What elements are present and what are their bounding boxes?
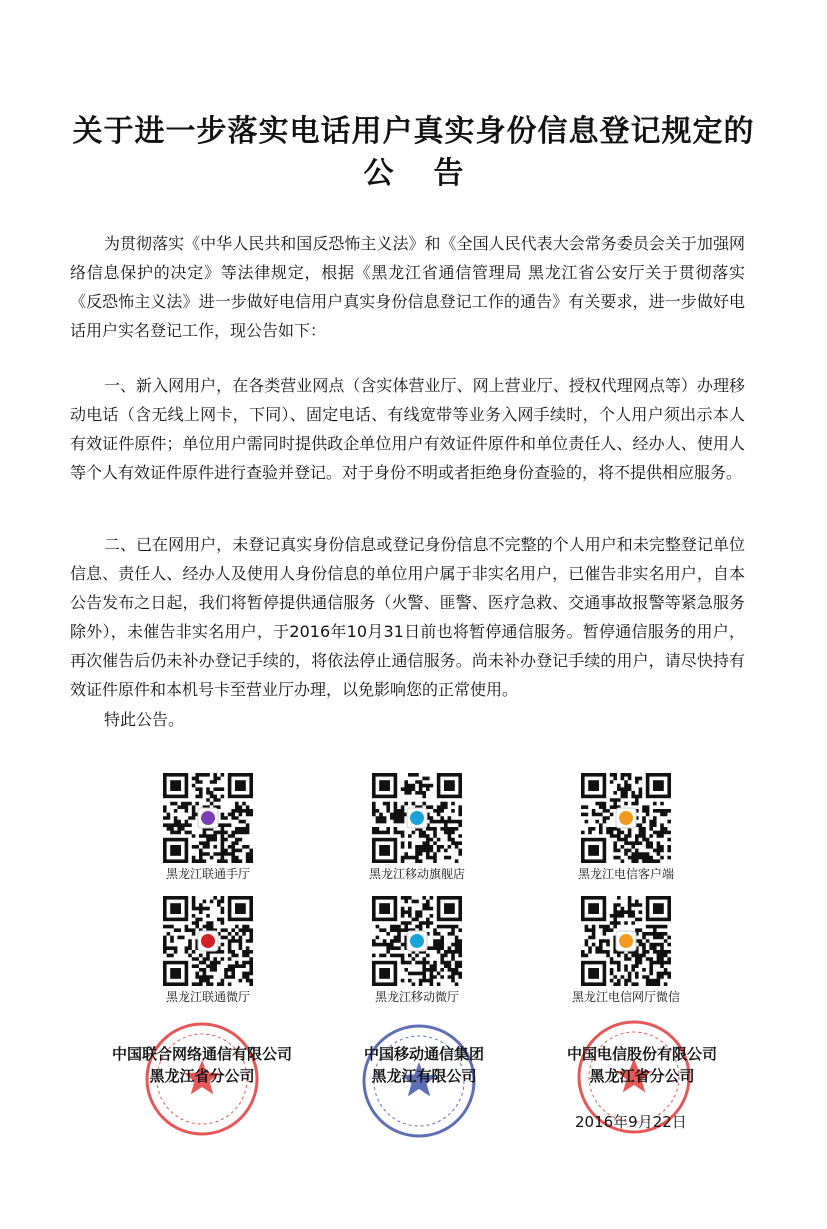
qr-caption: 黑龙江移动微厅 — [374, 990, 459, 1004]
signer-china-mobile — [314, 1043, 534, 1087]
qr-code-icon — [581, 896, 671, 986]
qr-code-icon — [581, 773, 671, 863]
closing-paragraph: 特此公告。 — [104, 710, 185, 729]
qr-caption: 黑龙江联通手厅 — [165, 867, 250, 881]
clause-one-paragraph: 一、新入网用户，在各类营业网点（含实体营业厅、网上营业厅、授权代理网点等）办理移动电话（含无线上网卡，下同）、固定电话、有线宽带等业务入网手续时，个人用户须出示本人有效证件原件；单位用户需同时提供政企单位用户有效证件原件和单位责任人、经办人、使用人等个人有效证件原件进行查验并登记。对于身份不明或者拒绝身份查验的，将不提供相应服务。 — [70, 376, 745, 482]
qr-code-icon — [163, 896, 253, 986]
signer-unicom — [92, 1043, 312, 1087]
intro-paragraph: 为贯彻落实《中华人民共和国反恐怖主义法》和《全国人民代表大会常务委员会关于加强网络信息保护的决定》等法律规定，根据《黑龙江省通信管理局 黑龙江省公安厅关于贯彻落实《反恐怖主义法》进一步做好电信用户真实身份信息登记工作的通告》有关要求，进一步做好电话用户实名登记工作，现公告如下： — [70, 234, 745, 340]
signer-branch: 黑龙江省分公司 — [149, 1067, 255, 1085]
qr-card — [347, 773, 487, 882]
qr-code-icon — [372, 896, 462, 986]
signer-name: 中国联合网络通信有限公司 — [111, 1045, 292, 1063]
unicom-logo-icon — [201, 934, 215, 948]
telecom-app-icon — [619, 934, 633, 948]
notice-date: 2016年9月22日 — [575, 1113, 687, 1131]
qr-caption: 黑龙江电信客户端 — [577, 867, 674, 881]
clause-two-paragraph: 二、已在网用户，未登记真实身份信息或登记身份信息不完整的个人用户和未完整登记单位信息、责任人、经办人及使用人身份信息的单位用户属于非实名用户，已催告非实名用户，自本公告发布之日起，我们将暂停提供通信服务（火警、匪警、医疗急救、交通事故报警等紧急服务除外），未催告非实名用户，于2016年10月31日前也将暂停通信服务。暂停通信服务的用户，再次催告后仍未补办登记手续的，将依法停止通信服务。尚未补办登记手续的用户，请尽快持有效证件原件和本机号卡至营业厅办理，以免影响您的正常使用。 — [70, 535, 745, 699]
qr-caption: 黑龙江联通微厅 — [165, 990, 250, 1004]
qr-caption: 黑龙江移动旗舰店 — [368, 867, 465, 881]
qr-card — [138, 773, 278, 882]
signer-branch: 黑龙江有限公司 — [371, 1067, 477, 1085]
telecom-app-icon — [619, 811, 633, 825]
china-mobile-logo-icon — [410, 934, 424, 948]
signer-name: 中国电信股份有限公司 — [566, 1045, 717, 1063]
qr-card — [556, 773, 696, 882]
qr-card — [347, 896, 487, 1005]
qr-card — [556, 896, 696, 1005]
signer-name: 中国移动通信集团 — [363, 1045, 484, 1063]
china-mobile-logo-icon — [410, 811, 424, 825]
qr-card — [138, 896, 278, 1005]
notice-title-line2: 公告 — [363, 156, 504, 191]
qr-caption: 黑龙江电信网厅微信 — [571, 990, 680, 1004]
qr-code-icon — [163, 773, 253, 863]
unicom-app-icon — [201, 811, 215, 825]
qr-code-icon — [372, 773, 462, 863]
notice-title-line1: 关于进一步落实电话用户真实身份信息登记规定的 — [72, 114, 755, 149]
signer-telecom — [532, 1043, 752, 1087]
signer-branch: 黑龙江省分公司 — [589, 1067, 695, 1085]
